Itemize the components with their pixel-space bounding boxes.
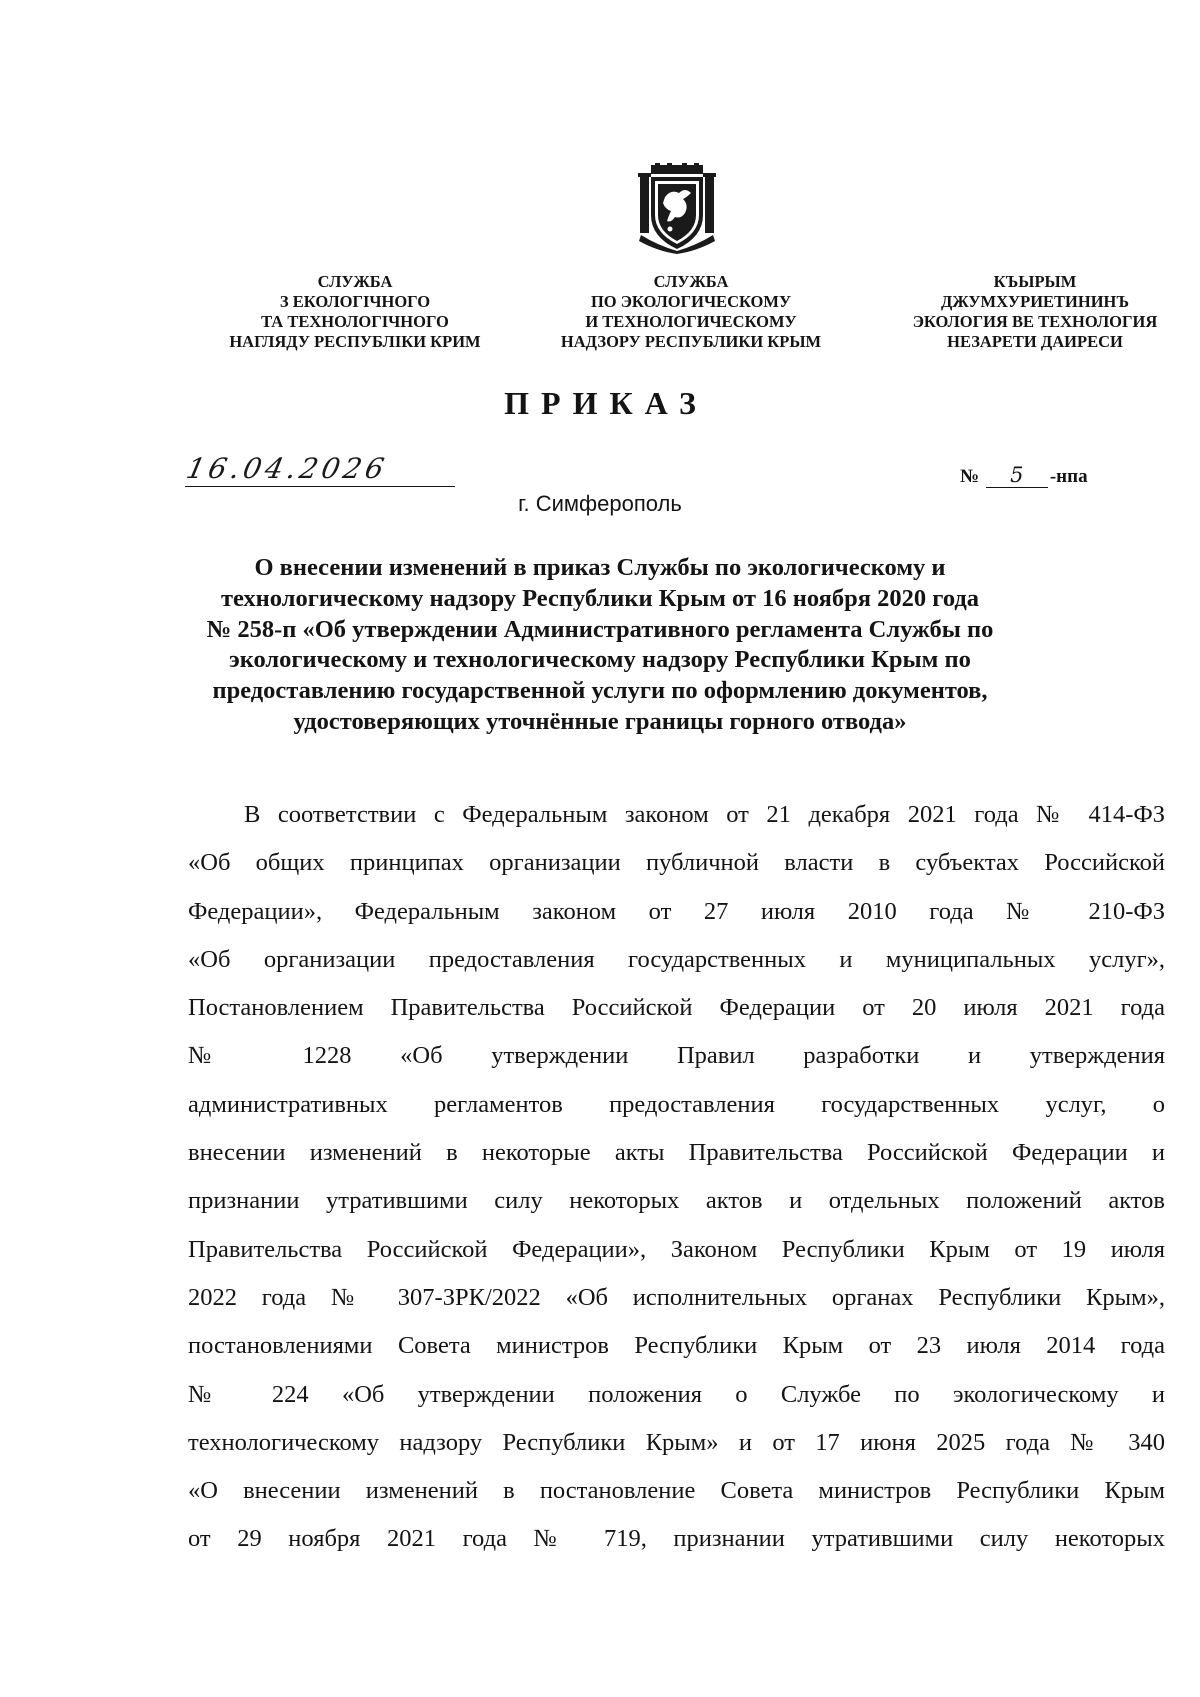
body-line: 2022 года № 307-ЗРК/2022 «Об исполнительных органах Республики Крым»,	[188, 1283, 1165, 1311]
body-line: внесении изменений в некоторые акты Правительства Российской Федерации и	[188, 1139, 1165, 1167]
body-line: «Об организации предоставления государственных и муниципальных услуг»,	[188, 945, 1165, 973]
body-line: административных регламентов предоставления государственных услуг, о	[188, 1090, 1165, 1118]
org-ru-line: И ТЕХНОЛОГИЧЕСКОМУ	[585, 312, 797, 331]
body-line: «Об общих принципах организации публичной власти в субъектах Российской	[188, 849, 1165, 877]
title-line: О внесении изменений в приказ Службы по экологическому и	[254, 554, 946, 581]
body-line: «О внесении изменений в постановление Совета министров Республики Крым	[188, 1477, 1165, 1505]
org-ua-line: НАГЛЯДУ РЕСПУБЛІКИ КРИМ	[229, 332, 481, 351]
title-line: предоставлению государственной услуги по оформлению документов,	[212, 677, 988, 705]
org-name-crimean-tatar	[870, 272, 1200, 352]
org-crh-line: КЪЫРЫМ	[993, 272, 1077, 291]
number-suffix: -нпа	[1049, 466, 1088, 487]
coat-of-arms-emblem	[637, 163, 717, 254]
body-line: постановлениями Совета министров Республики Крым от 23 июля 2014 года	[188, 1332, 1165, 1360]
order-number	[960, 463, 1088, 488]
org-ua-line: ТА ТЕХНОЛОГІЧНОГО	[261, 312, 449, 331]
title-line: № 258-п «Об утверждении Административного регламента Службы по	[206, 615, 994, 643]
body-line: Федерации», Федеральным законом от 27 июля 2010 года № 210-ФЗ	[188, 897, 1165, 925]
number-sign: №	[960, 466, 980, 487]
org-ru-line: НАДЗОРУ РЕСПУБЛИКИ КРЫМ	[560, 332, 822, 351]
org-crh-line: ДЖУМХУРИЕТИНИНЪ	[940, 292, 1130, 311]
body-line: В соответствии с Федеральным законом от 21 декабря 2021 года № 414-ФЗ	[244, 801, 1165, 828]
title-line: технологическому надзору Республики Крым от 16 ноября 2020 года	[220, 584, 980, 612]
body-line: от 29 ноября 2021 года № 719, признании утратившими силу некоторых	[188, 1525, 1165, 1553]
org-ua-line: СЛУЖБА	[317, 272, 393, 291]
city-line: г. Симферополь	[518, 491, 682, 516]
org-crh-line: ЭКОЛОГИЯ ВЕ ТЕХНОЛОГИЯ	[912, 312, 1158, 331]
body-line: № 224 «Об утверждении положения о Службе по экологическому и	[188, 1380, 1165, 1408]
org-crh-line: НЕЗАРЕТИ ДАИРЕСИ	[947, 332, 1123, 351]
org-name-russian	[526, 272, 856, 352]
handwritten-number: 5	[986, 463, 1048, 488]
handwritten-date: 16.04.2026	[183, 452, 391, 485]
body-line: признании утратившими силу некоторых актов и отдельных положений актов	[188, 1187, 1165, 1215]
order-title	[180, 553, 1020, 738]
title-line: удостоверяющих уточнённые границы горного отвода»	[293, 707, 907, 735]
org-name-ukrainian	[190, 272, 520, 352]
org-ua-line: З ЕКОЛОГІЧНОГО	[279, 292, 431, 311]
body-line: Постановлением Правительства Российской Федерации от 20 июля 2021 года	[188, 994, 1165, 1022]
title-line: экологическому и технологическому надзору Республики Крым по	[229, 646, 971, 674]
body-line: технологическому надзору Республики Крым» и от 17 июня 2025 года № 340	[188, 1428, 1165, 1456]
body-paragraph	[188, 791, 1165, 1564]
org-ru-line: ПО ЭКОЛОГИЧЕСКОМУ	[590, 292, 792, 311]
date-field	[183, 452, 455, 487]
org-ru-line: СЛУЖБА	[653, 272, 729, 291]
document-type-heading: ПРИКАЗ	[504, 385, 708, 421]
body-line: № 1228 «Об утверждении Правил разработки и утверждения	[188, 1042, 1165, 1070]
body-line: Правительства Российской Федерации», Законом Республики Крым от 19 июля	[188, 1235, 1165, 1263]
